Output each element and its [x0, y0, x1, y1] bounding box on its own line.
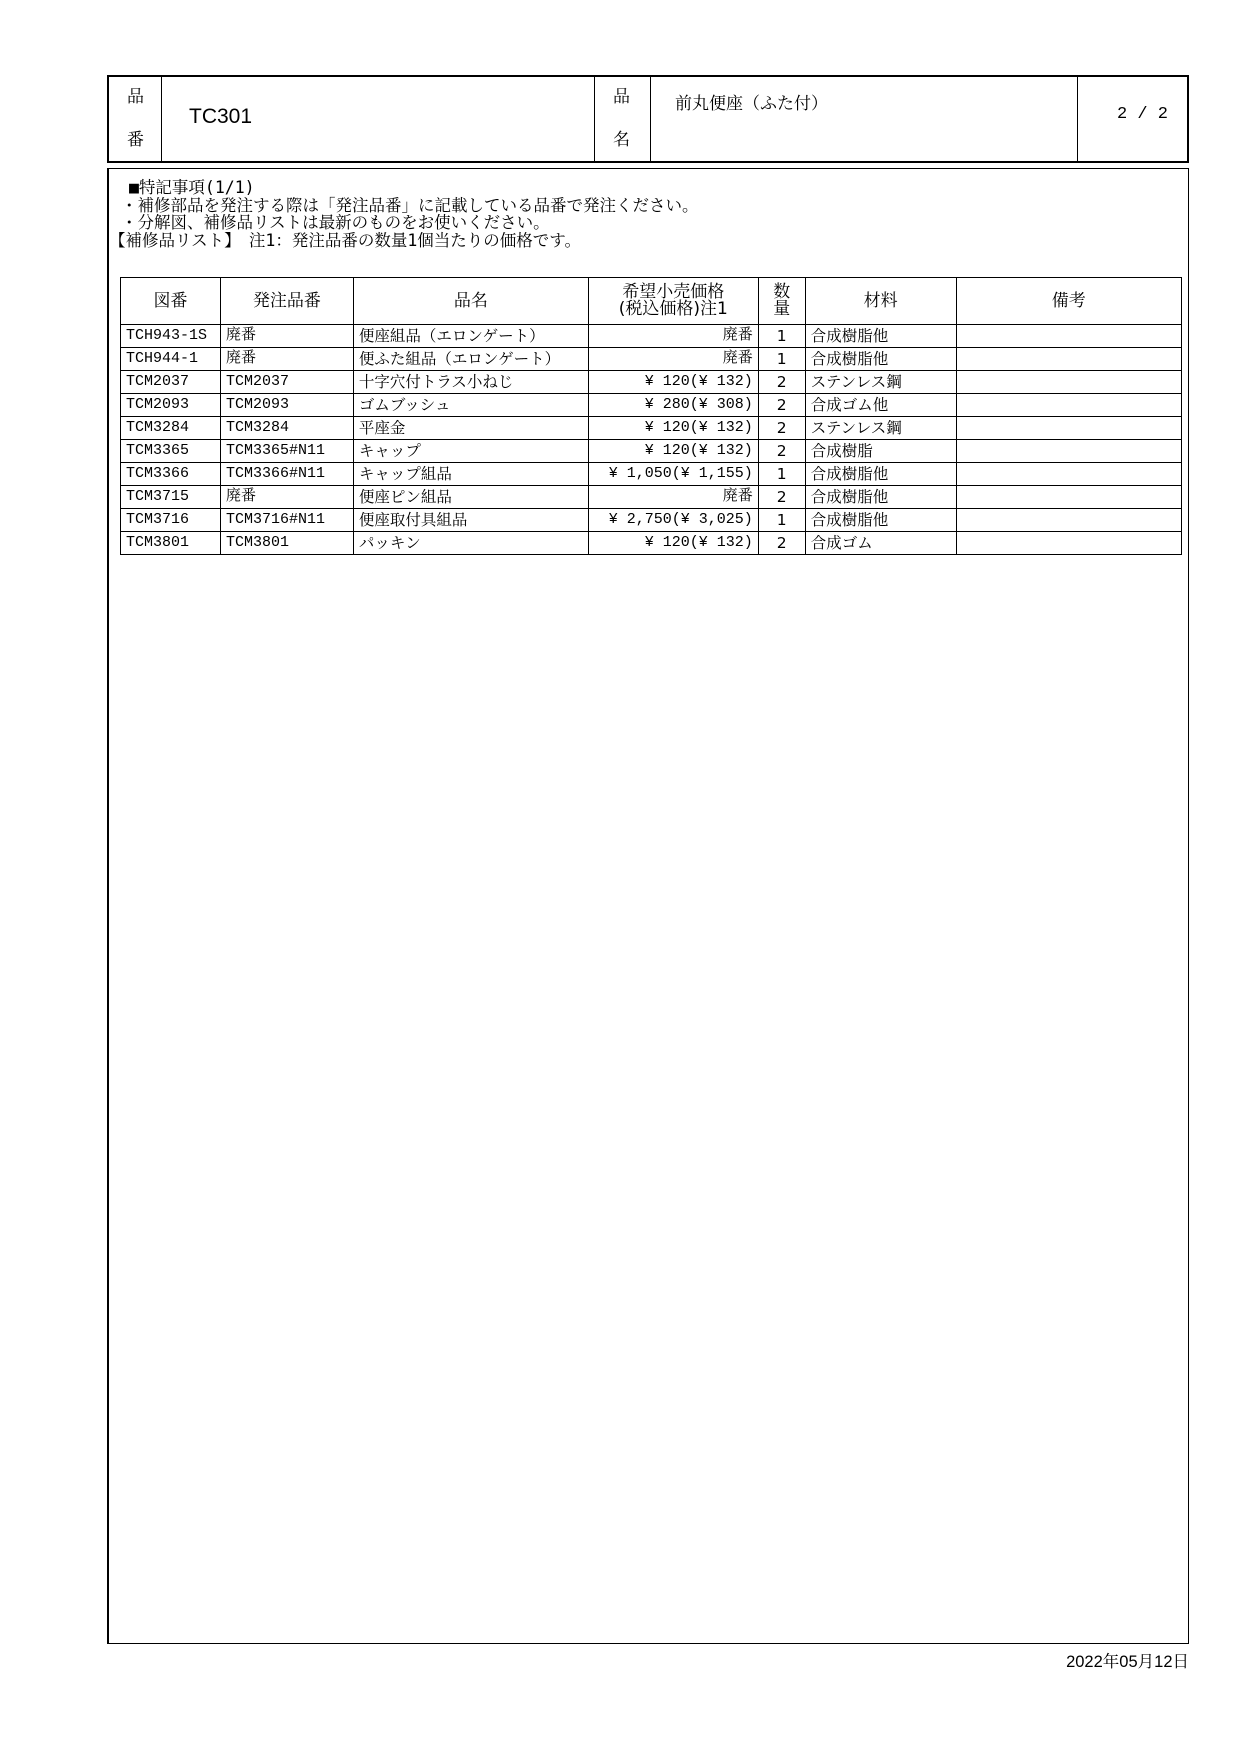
cell-material: 合成樹脂: [805, 440, 956, 463]
cell-price: ¥ 280(¥ 308): [588, 394, 758, 417]
issue-date: 2022年05月12日: [1066, 1653, 1189, 1671]
cell-order: TCM3284: [220, 417, 353, 440]
special-notes: [109, 179, 699, 249]
cell-material: 合成ゴム: [805, 532, 956, 555]
cell-qty: 1: [758, 509, 805, 532]
cell-qty: 1: [758, 348, 805, 371]
cell-price: ¥ 1,050(¥ 1,155): [588, 463, 758, 486]
cell-name: 平座金: [353, 417, 588, 440]
cell-material: 合成樹脂他: [805, 486, 956, 509]
table-row: [121, 325, 1182, 348]
document-header: [107, 75, 1189, 163]
cell-name: キャップ: [353, 440, 588, 463]
table-row: [121, 509, 1182, 532]
table-header-row: [121, 278, 1182, 325]
col-header-price: [588, 278, 758, 325]
note-line: ・分解図、補修品リストは最新のものをお使いください。: [121, 213, 550, 232]
table-row: [121, 394, 1182, 417]
table-row: [121, 371, 1182, 394]
product-name: 前丸便座（ふた付）: [675, 94, 828, 114]
cell-remarks: [956, 325, 1181, 348]
cell-order: 廃番: [220, 486, 353, 509]
cell-name: 便座組品（エロンゲート）: [353, 325, 588, 348]
content-panel: [107, 168, 1189, 1644]
cell-price: 廃番: [588, 486, 758, 509]
cell-remarks: [956, 532, 1181, 555]
cell-qty: 2: [758, 532, 805, 555]
col-header-qty-line1: 数: [773, 282, 791, 302]
note-line: ・補修部品を発注する際は「発注品番」に記載している品番で発注ください。: [121, 195, 699, 215]
col-header-name: 品名: [353, 278, 588, 325]
cell-order: TCM2037: [220, 371, 353, 394]
header-divider: [161, 77, 162, 161]
cell-material: 合成ゴム他: [805, 394, 956, 417]
cell-material: ステンレス鋼: [805, 371, 956, 394]
table-row: [121, 463, 1182, 486]
cell-remarks: [956, 463, 1181, 486]
cell-qty: 2: [758, 394, 805, 417]
cell-price: ¥ 120(¥ 132): [588, 371, 758, 394]
hinban-label: 番: [127, 130, 144, 150]
cell-material: ステンレス鋼: [805, 417, 956, 440]
col-header-order: 発注品番: [220, 278, 353, 325]
cell-price: ¥ 120(¥ 132): [588, 417, 758, 440]
hinmei-label: 名: [613, 130, 630, 150]
col-header-code: 図番: [121, 278, 221, 325]
cell-material: 合成樹脂他: [805, 509, 956, 532]
table-row: [121, 486, 1182, 509]
cell-price: 廃番: [588, 325, 758, 348]
cell-remarks: [956, 440, 1181, 463]
cell-name: パッキン: [353, 532, 588, 555]
cell-material: 合成樹脂他: [805, 325, 956, 348]
header-divider: [1077, 77, 1078, 161]
cell-remarks: [956, 509, 1181, 532]
parts-table: [120, 277, 1182, 555]
cell-qty: 2: [758, 371, 805, 394]
cell-material: 合成樹脂他: [805, 463, 956, 486]
product-code: TC301: [189, 105, 253, 128]
hinban-label: 品: [127, 87, 144, 107]
cell-code: TCM3284: [121, 417, 221, 440]
cell-code: TCH944-1: [121, 348, 221, 371]
table-row: [121, 348, 1182, 371]
notes-title: ■特記事項(1/1): [129, 178, 255, 197]
cell-code: TCM2037: [121, 371, 221, 394]
cell-qty: 2: [758, 417, 805, 440]
cell-code: TCM3716: [121, 509, 221, 532]
cell-remarks: [956, 371, 1181, 394]
cell-price: ¥ 2,750(¥ 3,025): [588, 509, 758, 532]
col-header-price-line2: (税込価格)注1: [618, 299, 728, 319]
cell-remarks: [956, 486, 1181, 509]
col-header-qty-line2: 量: [773, 299, 791, 319]
cell-remarks: [956, 348, 1181, 371]
cell-order: 廃番: [220, 348, 353, 371]
cell-code: TCH943-1S: [121, 325, 221, 348]
cell-qty: 2: [758, 440, 805, 463]
col-header-remarks: 備考: [956, 278, 1181, 325]
cell-name: ゴムブッシュ: [353, 394, 588, 417]
cell-price: 廃番: [588, 348, 758, 371]
cell-material: 合成樹脂他: [805, 348, 956, 371]
col-header-qty: [758, 278, 805, 325]
cell-name: 十字穴付トラス小ねじ: [353, 371, 588, 394]
col-header-material: 材料: [805, 278, 956, 325]
cell-code: TCM2093: [121, 394, 221, 417]
cell-qty: 1: [758, 463, 805, 486]
cell-order: TCM3365#N11: [220, 440, 353, 463]
cell-name: 便座取付具組品: [353, 509, 588, 532]
cell-qty: 1: [758, 325, 805, 348]
table-row: [121, 532, 1182, 555]
cell-order: TCM3716#N11: [220, 509, 353, 532]
cell-qty: 2: [758, 486, 805, 509]
cell-name: 便座ピン組品: [353, 486, 588, 509]
cell-order: 廃番: [220, 325, 353, 348]
cell-remarks: [956, 394, 1181, 417]
cell-price: ¥ 120(¥ 132): [588, 440, 758, 463]
table-row: [121, 440, 1182, 463]
cell-order: TCM3801: [220, 532, 353, 555]
cell-price: ¥ 120(¥ 132): [588, 532, 758, 555]
cell-code: TCM3366: [121, 463, 221, 486]
header-divider: [650, 77, 651, 161]
cell-code: TCM3365: [121, 440, 221, 463]
cell-remarks: [956, 417, 1181, 440]
cell-name: キャップ組品: [353, 463, 588, 486]
page-number: 2 / 2: [1117, 105, 1169, 124]
cell-order: TCM3366#N11: [220, 463, 353, 486]
cell-name: 便ふた組品（エロンゲート）: [353, 348, 588, 371]
header-divider: [594, 77, 595, 161]
col-header-price-line1: 希望小売価格: [622, 282, 725, 302]
cell-order: TCM2093: [220, 394, 353, 417]
parts-list-title: 【補修品リスト】 注1：発注品番の数量1個当たりの価格です。: [109, 230, 581, 250]
hinmei-label: 品: [613, 87, 630, 107]
cell-code: TCM3801: [121, 532, 221, 555]
table-row: [121, 417, 1182, 440]
cell-code: TCM3715: [121, 486, 221, 509]
